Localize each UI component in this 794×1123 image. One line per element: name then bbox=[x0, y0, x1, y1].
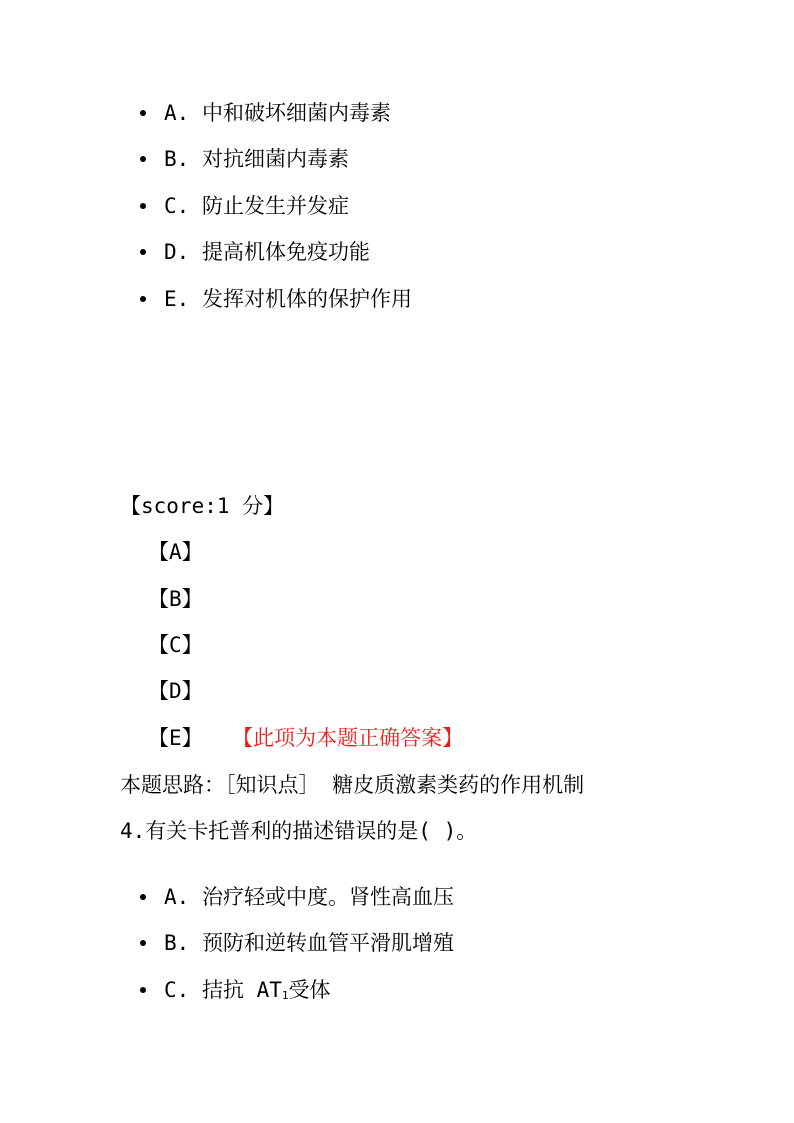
option-text-post: 受体 bbox=[288, 978, 331, 1002]
explanation: 本题思路：［知识点］ 糖皮质激素类药的作用机制 bbox=[120, 773, 585, 797]
bullet-icon bbox=[140, 110, 146, 116]
bullet-icon bbox=[140, 894, 146, 900]
option-letter: A. bbox=[164, 101, 190, 125]
choice-e: 【E】 bbox=[148, 726, 203, 750]
q4-option-c bbox=[140, 975, 331, 1005]
option-text: 提高机体免疫功能 bbox=[201, 240, 370, 264]
choice-d: 【D】 bbox=[148, 679, 203, 703]
bullet-icon bbox=[140, 987, 146, 993]
q3-option-e bbox=[140, 284, 412, 314]
option-text-pre: 拮抗 AT bbox=[201, 978, 282, 1002]
bullet-icon bbox=[140, 249, 146, 255]
correct-answer-label: 【此项为本题正确答案】 bbox=[242, 726, 464, 750]
option-letter: E. bbox=[164, 287, 190, 311]
choice-c: 【C】 bbox=[148, 633, 203, 657]
option-text-subscript: 1 bbox=[281, 989, 289, 1002]
q4-option-a bbox=[140, 882, 454, 912]
option-text: 中和破坏细菌内毒素 bbox=[201, 101, 391, 125]
choice-e-row bbox=[148, 723, 463, 753]
option-letter: C. bbox=[164, 194, 190, 218]
bullet-icon bbox=[140, 156, 146, 162]
option-text: 防止发生并发症 bbox=[201, 194, 349, 218]
bullet-icon bbox=[140, 296, 146, 302]
option-letter: A. bbox=[164, 885, 190, 909]
bullet-icon bbox=[140, 940, 146, 946]
option-letter: B. bbox=[164, 931, 190, 955]
choice-b: 【B】 bbox=[148, 587, 203, 611]
option-letter: D. bbox=[164, 240, 190, 264]
option-text: 对抗细菌内毒素 bbox=[201, 147, 349, 171]
option-letter: C. bbox=[164, 978, 190, 1002]
option-text: 发挥对机体的保护作用 bbox=[201, 287, 412, 311]
q3-option-c bbox=[140, 191, 349, 221]
choice-a: 【A】 bbox=[148, 540, 203, 564]
q3-option-a bbox=[140, 98, 391, 128]
bullet-icon bbox=[140, 203, 146, 209]
option-text: 预防和逆转血管平滑肌增殖 bbox=[201, 931, 454, 955]
q4-option-b bbox=[140, 928, 454, 958]
q3-option-b bbox=[140, 144, 349, 174]
q3-option-d bbox=[140, 237, 370, 267]
question-4-stem: 4.有关卡托普利的描述错误的是( )。 bbox=[120, 819, 478, 843]
score-label: 【score:1 分】 bbox=[120, 494, 285, 518]
option-letter: B. bbox=[164, 147, 190, 171]
option-text: 治疗轻或中度。肾性高血压 bbox=[201, 885, 454, 909]
